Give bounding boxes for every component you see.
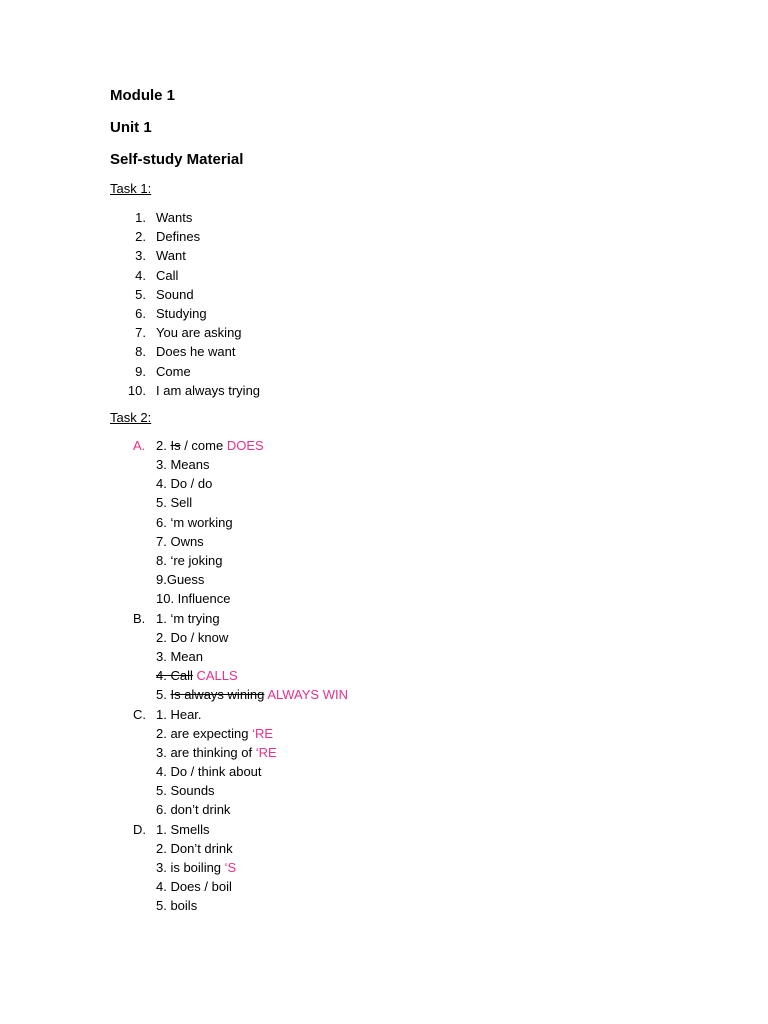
task1-item: [110, 285, 710, 304]
unit-heading: Unit 1: [110, 119, 152, 136]
task2-section: [110, 705, 710, 820]
task2-answer: [156, 839, 710, 858]
answer-text: 3. is boiling: [156, 860, 225, 875]
task2-section-items: [110, 705, 710, 820]
task2-answer: [156, 896, 710, 915]
task2-answer: [156, 800, 710, 819]
task1-item-number: 9.: [135, 363, 146, 379]
task2-answer: [156, 455, 710, 474]
answer-number: 5.: [156, 687, 171, 703]
task2-answer: [156, 609, 710, 628]
task2-answer: [156, 551, 710, 570]
answer-text: 9.Guess: [156, 572, 205, 588]
task1-item: [110, 323, 710, 342]
task2-answer: [156, 589, 710, 608]
task2-answer: [156, 436, 710, 455]
task2-answer: [156, 858, 710, 877]
task2-section-letter: A.: [133, 437, 146, 453]
struck-answer: Is: [170, 437, 181, 453]
task2-section: [110, 436, 710, 609]
task2-answer: [156, 820, 710, 839]
correction-text: CALLS: [196, 668, 238, 684]
task2-sections: [110, 436, 710, 916]
answer-text: 5. Sounds: [156, 783, 215, 799]
answer-text: 2. Don’t drink: [156, 840, 233, 856]
answer-text: 1. ‘m trying: [156, 610, 220, 626]
answer-text: 6. ‘m working: [156, 514, 233, 530]
task2-answer: [156, 513, 710, 532]
correction-text: ALWAYS WIN: [267, 687, 348, 703]
answer-text: 5. boils: [156, 898, 198, 914]
task1-item-text: Does he want: [156, 344, 236, 360]
correction-text: DOES: [226, 437, 264, 453]
task1-item: [110, 304, 710, 323]
answer-text: 5. Sell: [156, 495, 193, 511]
task1-item-number: 8.: [135, 344, 146, 360]
task2-label: Task 2:: [110, 409, 152, 425]
task1-item: [110, 246, 710, 265]
task1-item-number: 6.: [135, 305, 146, 321]
task1-label: Task 1:: [110, 181, 152, 196]
task1-item-text: I am always trying: [156, 382, 261, 398]
struck-answer: 4. Call: [156, 668, 193, 684]
task2-section-letter: C.: [133, 706, 146, 722]
task2-section: [110, 609, 710, 705]
task1-item: [110, 381, 710, 400]
task2-answer: [156, 743, 710, 762]
task1-item-number: 1.: [135, 210, 146, 225]
correction-text: ‘RE: [255, 744, 277, 760]
answer-text: 3. are thinking of: [156, 744, 256, 760]
task1-item-text: Come: [156, 363, 191, 379]
task1-item: [110, 208, 710, 227]
task1-item-number: 7.: [135, 325, 146, 341]
task1-list: [110, 208, 710, 400]
task2-section-items: [110, 820, 710, 916]
task2-answer: [156, 532, 710, 551]
answer-text: 8. ‘re joking: [156, 553, 223, 568]
module-heading: Module 1: [110, 87, 176, 104]
answer-text: 10. Influence: [156, 591, 231, 607]
task1-item-number: 4.: [135, 267, 146, 283]
task1-item-text: Call: [156, 267, 179, 283]
correction-text: ‘S: [224, 860, 237, 875]
task1-item-text: Studying: [156, 305, 207, 321]
task2-answer: [156, 647, 710, 666]
task2-section-items: [110, 436, 710, 609]
task2-answer: [156, 781, 710, 800]
answer-text: 3. Means: [156, 457, 210, 473]
task2-answer: [156, 705, 710, 724]
answer-number: 2.: [156, 437, 171, 453]
task2-answer: [156, 493, 710, 512]
task2-section-letter: B.: [133, 610, 146, 626]
task2-section-items: [110, 609, 710, 705]
task1-item-number: 10.: [127, 382, 146, 398]
task1-item-number: 2.: [135, 229, 146, 245]
task2-answer: [156, 685, 710, 704]
answer-text: 4. Do / think about: [156, 764, 262, 780]
task1-item-text: Wants: [156, 210, 193, 225]
task2-section-letter: D.: [133, 821, 146, 837]
correction-text: ‘RE: [252, 725, 274, 741]
task2-answer: [156, 474, 710, 493]
task2-answer: [156, 724, 710, 743]
material-heading: Self-study Material: [110, 151, 244, 168]
task2-answer: [156, 877, 710, 896]
task2-answer: [156, 666, 710, 685]
task1-item: [110, 227, 710, 246]
struck-answer: Is always wining: [170, 687, 265, 703]
answer-text: / come: [180, 437, 227, 453]
document-page: [110, 86, 710, 916]
task2-answer: [156, 570, 710, 589]
answer-text: 2. are expecting: [156, 725, 253, 741]
answer-text: 4. Does / boil: [156, 879, 232, 895]
task2-answer: [156, 628, 710, 647]
task2-section: [110, 820, 710, 916]
answer-text: 3. Mean: [156, 648, 203, 664]
task1-item-text: Sound: [156, 286, 194, 302]
answer-text: 2. Do / know: [156, 629, 229, 645]
task1-item-text: Want: [156, 248, 186, 264]
task1-item: [110, 362, 710, 381]
task1-item-text: You are asking: [156, 325, 242, 341]
task1-item-number: 5.: [135, 286, 146, 302]
task1-item-text: Defines: [156, 229, 201, 245]
task1-item: [110, 266, 710, 285]
task1-item-number: 3.: [135, 248, 146, 264]
answer-text: 7. Owns: [156, 533, 204, 549]
answer-text: 6. don’t drink: [156, 802, 231, 818]
answer-text: 1. Hear.: [156, 706, 202, 722]
answer-text: 4. Do / do: [156, 476, 213, 492]
task2-answer: [156, 762, 710, 781]
answer-text: 1. Smells: [156, 821, 210, 837]
task1-item: [110, 342, 710, 361]
